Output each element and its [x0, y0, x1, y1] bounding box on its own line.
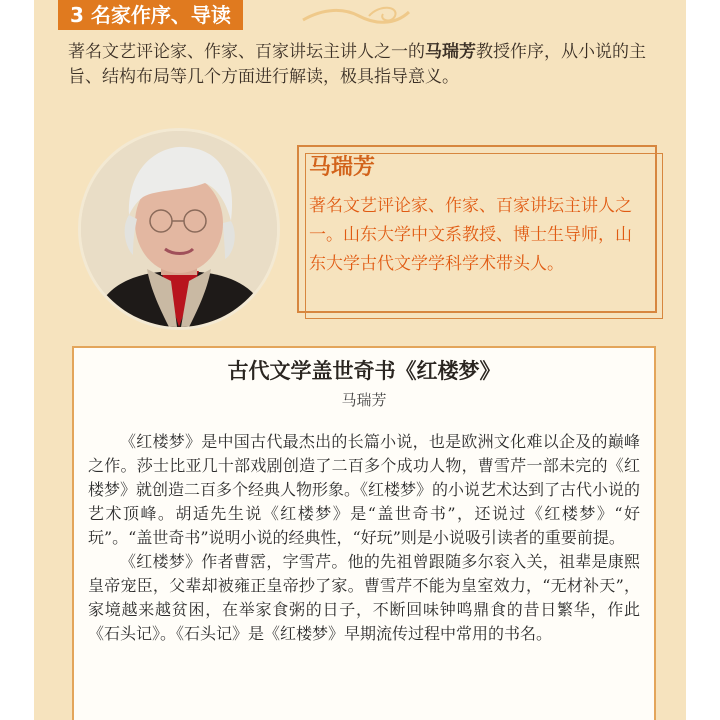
intro-text-start: 著名文艺评论家、作家、百家讲坛主讲人之一的 — [68, 42, 425, 62]
author-portrait — [78, 128, 280, 330]
preface-article-card — [72, 346, 656, 720]
section-tag: 3 名家作序、导读 — [58, 0, 243, 30]
intro-author-name: 马瑞芳 — [425, 42, 476, 62]
article-title: 古代文学盖世奇书《红楼梦》 — [227, 359, 501, 383]
article-author: 马瑞芳 — [341, 391, 387, 409]
decorative-swirl-icon — [299, 2, 419, 28]
section-intro — [68, 40, 668, 90]
book-promo-page — [34, 0, 686, 720]
portrait-illustration-icon — [81, 131, 277, 327]
author-bio-box — [297, 145, 657, 313]
intro-text-end: 教授作序，从小说的主旨、结构布局等几个方面进行解读，极具指导意义。 — [68, 42, 646, 87]
article-paragraph: 《红楼梦》是中国古代最杰出的长篇小说，也是欧洲文化难以企及的巅峰之作。莎士比亚几十部戏剧创造了二百多个成功人物，曹雪芹一部未完的《红楼梦》就创造二百多个经典人物形象。《红楼梦》的小说艺术达到了古代小说的艺术顶峰。胡适先生说《红楼梦》是“盖世奇书”，还说过《红楼梦》“好玩”。“盖世奇书”说明小说的经典性，“好玩”则是小说吸引读者的重要前提。 — [88, 432, 641, 547]
bio-name: 马瑞芳 — [309, 155, 376, 180]
article-paragraph: 《红楼梦》作者曹霑，字雪芹。他的先祖曾跟随多尔衮入关，祖辈是康熙皇帝宠臣，父辈却被雍正皇帝抄了家。曹雪芹不能为皇室效力，“无材补天”，家境越来越贫困，在举家食粥的日子，不断回味钟鸣鼎食的昔日繁华，作此《石头记》。《石头记》是《红楼梦》早期流传过程中常用的书名。 — [88, 552, 640, 643]
article-body — [88, 430, 640, 646]
bio-text: 著名文艺评论家、作家、百家讲坛主讲人之一。山东大学中文系教授、博士生导师，山东大学古代文学学科学术带头人。 — [309, 196, 632, 274]
